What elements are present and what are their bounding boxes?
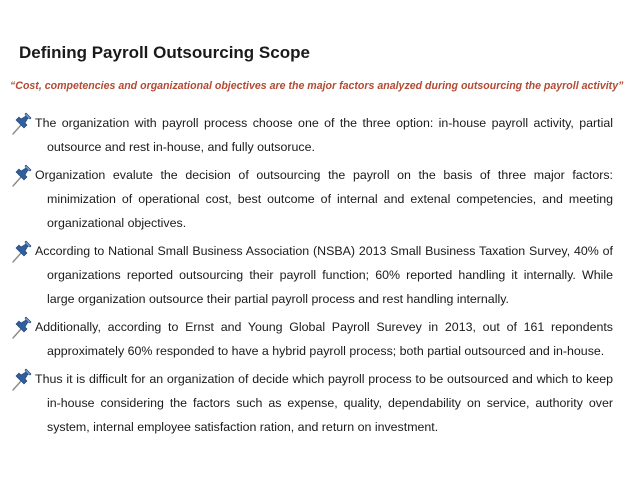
bullet-text: According to National Small Business Association (NSBA) 2013 Small Business Taxation Survey, 40% of organizations reported outsourcing their payroll function; 60% reported handling it internally. While large organization outsource their partial payroll process and rest handling internally.	[35, 244, 613, 306]
pushpin-icon	[10, 164, 34, 188]
bullet-item	[0, 239, 638, 311]
bullet-text: Organization evalute the decision of outsourcing the payroll on the basis of three major factors: minimization of operational cost, best outcome of internal and extenal competencies, and meeting organizational objectives.	[35, 168, 613, 230]
slide-title: Defining Payroll Outsourcing Scope	[19, 43, 310, 62]
pushpin-icon	[10, 368, 34, 392]
bullet-item	[0, 163, 638, 235]
pushpin-icon	[10, 240, 34, 264]
bullet-text: Additionally, according to Ernst and Young Global Payroll Surevey in 2013, out of 161 repondents approximately 60% responded to have a hybrid payroll process; both partial outsourced and in-house.	[35, 320, 613, 358]
bullet-item	[0, 111, 638, 159]
bullet-item	[0, 315, 638, 363]
pushpin-icon	[10, 316, 34, 340]
bullet-text: The organization with payroll process choose one of the three option: in-house payroll activity, partial outsource and rest in-house, and fully outsoruce.	[35, 116, 613, 154]
bullet-item	[0, 367, 638, 439]
pushpin-icon	[10, 112, 34, 136]
bullet-text: Thus it is difficult for an organization of decide which payroll process to be outsourced and which to keep in-house considering the factors such as expense, quality, dependability on service, authority over system, internal employee satisfaction ration, and return on investment.	[35, 372, 613, 434]
bullet-list	[0, 111, 638, 443]
slide-quote: “Cost, competencies and organizational objectives are the major factors analyzed during outsourcing the payroll activity”	[10, 80, 624, 92]
